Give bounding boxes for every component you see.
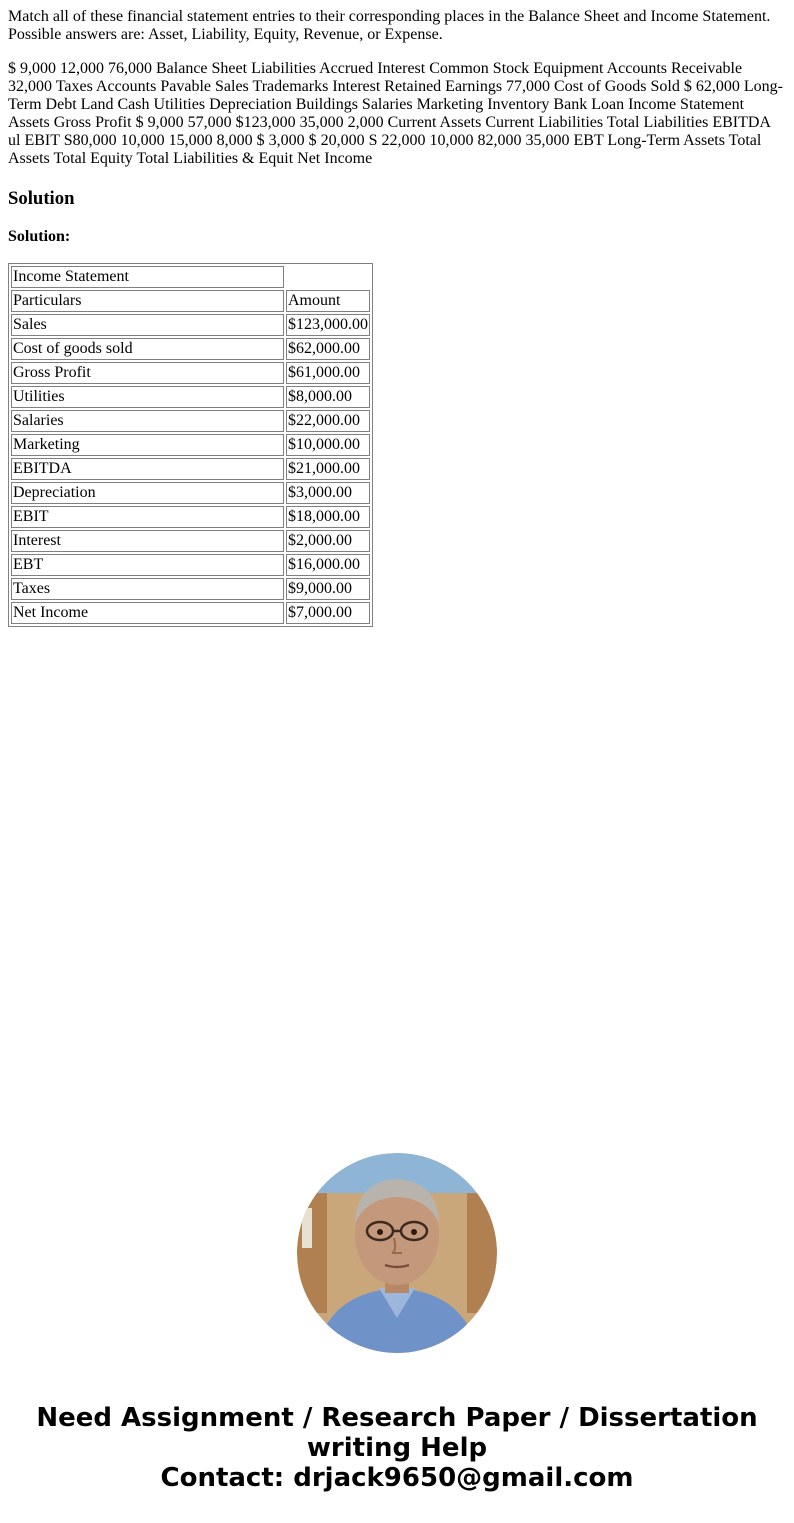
table-row	[11, 530, 370, 552]
table-row	[11, 338, 370, 360]
avatar	[297, 1153, 497, 1353]
income-statement-table	[8, 263, 373, 627]
row-particular: Taxes	[11, 578, 284, 600]
row-particular: Gross Profit	[11, 362, 284, 384]
table-row	[11, 554, 370, 576]
document-content	[8, 8, 786, 627]
question-body: $ 9,000 12,000 76,000 Balance Sheet Liabilities Accrued Interest Common Stock Equipment Accounts Receivable 32,000 Taxes Accounts Pavable Sales Trademarks Interest Retained Earnings 77,000 Cost of Goods Sold $ 62,000 Long-Term Debt Land Cash Utilities Depreciation Buildings Salaries Marketing Inventory Bank Loan Income Statement Assets Gross Profit $ 9,000 57,000 $123,000 35,000 2,000 Current Assets Current Liabilities Total Liabilities EBITDA ul EBIT S80,000 10,000 15,000 8,000 $ 3,000 $ 20,000 S 22,000 10,000 82,000 35,000 EBT Long-Term Assets Total Assets Total Equity Total Liabilities & Equit Net Income	[8, 60, 783, 167]
table-row	[11, 386, 370, 408]
solution-subheading: Solution:	[8, 228, 71, 245]
row-amount: $18,000.00	[286, 506, 370, 528]
row-amount: $61,000.00	[286, 362, 370, 384]
question-intro: Match all of these financial statement entries to their corresponding places in the Balance Sheet and Income Statement. Possible answers are: Asset, Liability, Equity, Revenue, or Expense.	[8, 8, 771, 43]
header-particulars: Particulars	[11, 290, 284, 312]
solution-heading: Solution	[8, 188, 75, 209]
header-amount: Amount	[286, 290, 370, 312]
table-row	[11, 602, 370, 624]
row-particular: Net Income	[11, 602, 284, 624]
table-row	[11, 314, 370, 336]
row-particular: EBIT	[11, 506, 284, 528]
row-amount: $9,000.00	[286, 578, 370, 600]
promo-line-3: Contact: drjack9650@gmail.com	[160, 1463, 634, 1493]
row-particular: Depreciation	[11, 482, 284, 504]
table-title-row	[11, 266, 370, 288]
promo-section	[0, 1153, 794, 1493]
promo-line-1: Need Assignment / Research Paper / Dissertation	[36, 1403, 758, 1433]
row-amount: $2,000.00	[286, 530, 370, 552]
table-row	[11, 458, 370, 480]
row-amount: $123,000.00	[286, 314, 370, 336]
promo-text	[0, 1403, 794, 1493]
avatar-photo	[297, 1153, 497, 1353]
table-row	[11, 410, 370, 432]
table-row	[11, 506, 370, 528]
row-particular: Marketing	[11, 434, 284, 456]
row-amount: $21,000.00	[286, 458, 370, 480]
table-header-row	[11, 290, 370, 312]
row-amount: $10,000.00	[286, 434, 370, 456]
row-amount: $22,000.00	[286, 410, 370, 432]
row-particular: EBITDA	[11, 458, 284, 480]
row-amount: $62,000.00	[286, 338, 370, 360]
row-particular: Interest	[11, 530, 284, 552]
row-amount: $7,000.00	[286, 602, 370, 624]
table-row	[11, 434, 370, 456]
row-amount: $3,000.00	[286, 482, 370, 504]
row-particular: Sales	[11, 314, 284, 336]
table-row	[11, 578, 370, 600]
table-row	[11, 362, 370, 384]
row-amount: $8,000.00	[286, 386, 370, 408]
table-title: Income Statement	[11, 266, 284, 288]
promo-line-2: writing Help	[306, 1433, 488, 1463]
table-title-empty-cell	[286, 266, 370, 288]
table-row	[11, 482, 370, 504]
row-particular: Salaries	[11, 410, 284, 432]
row-particular: Utilities	[11, 386, 284, 408]
row-amount: $16,000.00	[286, 554, 370, 576]
row-particular: Cost of goods sold	[11, 338, 284, 360]
row-particular: EBT	[11, 554, 284, 576]
